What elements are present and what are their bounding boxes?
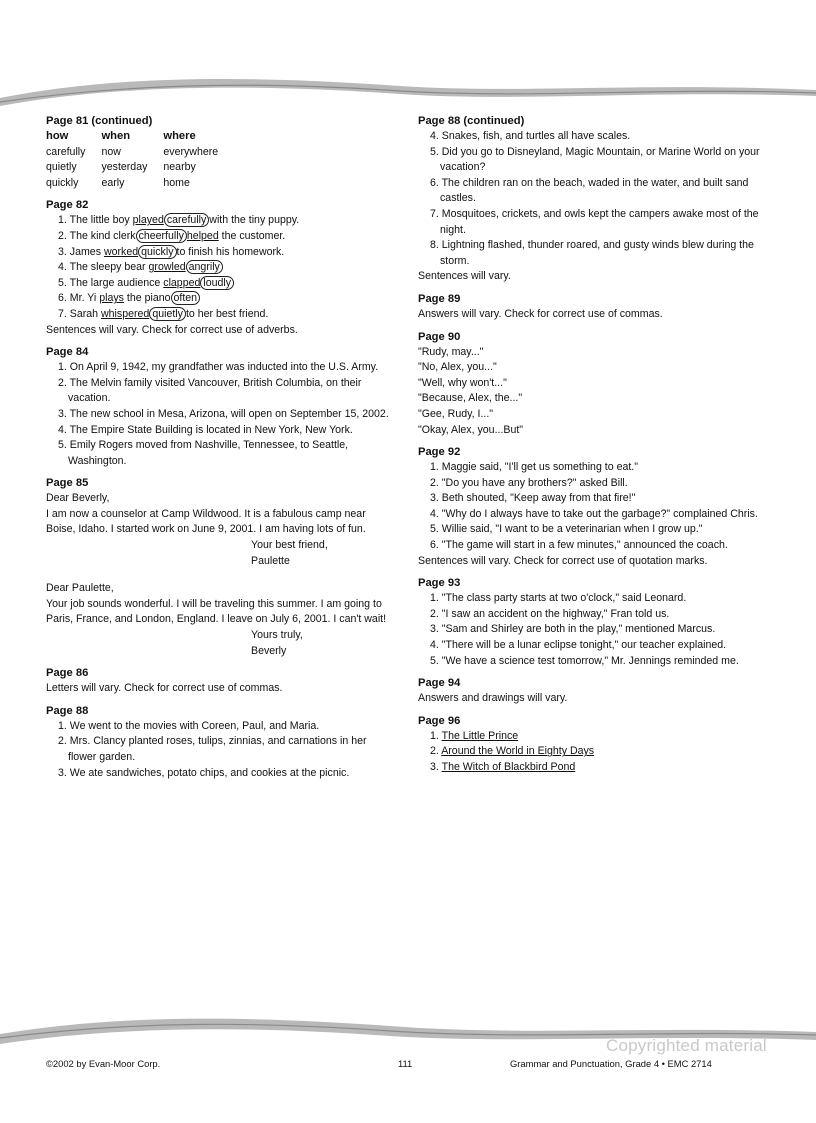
underlined-verb: growled [148,261,186,274]
section-page-82 [46,197,391,338]
section-heading: Page 88 [46,704,89,717]
table-cell: yesterday [101,161,148,174]
list-item: 5. Emily Rogers moved from Nashville, Tennessee, to Seattle, Washington. [58,439,349,467]
list-item: 4. "There will be a lunar eclipse tonight," our teacher explained. [430,639,727,652]
section-heading: Page 88 (continued) [418,115,525,127]
section-page-93 [418,575,774,669]
section-page-84 [46,344,391,469]
section-heading: Page 93 [418,577,461,590]
underlined-verb: plays [99,292,124,305]
table-cell: home [163,176,190,189]
table-cell: everywhere [163,145,219,158]
underlined-verb: whispered [101,307,150,320]
list-item: 5. The large audience clapped loudly [46,276,391,292]
list-item: 7. Mosquitoes, crickets, and owls kept the campers awake most of the night. [430,207,759,236]
section-page-90 [418,329,774,439]
list-item: "Gee, Rudy, I..." [418,407,494,420]
section-page-85 [46,475,391,659]
section-note: Answers and drawings will vary. [418,692,568,705]
list-item: 1. "The class party starts at two o'clock," said Leonard. [430,592,687,605]
list-item: 1. Maggie said, "I'll get us something to eat." [430,461,638,474]
list-item: "Well, why won't..." [418,376,507,389]
section-heading: Page 84 [46,346,89,359]
list-item: 3. The Witch of Blackbird Pond [430,761,576,773]
letter-closing: Yours truly, [251,629,303,642]
footer-book-info: Grammar and Punctuation, Grade 4 • EMC 2714 [510,1058,712,1069]
list-item: 1. On April 9, 1942, my grandfather was inducted into the U.S. Army. [58,361,379,374]
section-heading: Page 94 [418,677,461,690]
footer-page-number: 111 [398,1058,413,1069]
circled-adverb: quickly [138,245,176,259]
list-item: 5. Did you go to Disneyland, Magic Mountain, or Marine World on your vacation? [430,145,760,174]
list-item: 6. Mr. Yi plays the piano often [46,291,391,307]
letter-closing: Your best friend, [251,539,328,552]
section-heading: Page 89 [418,292,461,305]
list-item: "Okay, Alex, you...But" [418,423,524,436]
underlined-verb: helped [186,229,219,242]
section-heading: Page 85 [46,477,89,490]
table-cell: quickly [46,176,79,189]
list-item: 4. "Why do I always have to take out the garbage?" complained Chris. [430,507,758,520]
section-page-81 [46,113,391,191]
section-heading: Page 90 [418,330,461,343]
list-item: 8. Lightning flashed, thunder roared, and gusty winds blew during the storm. [430,239,754,267]
section-heading: Page 92 [418,446,461,459]
section-note: Answers will vary. Check for correct use of commas. [418,307,663,320]
column-header: when [101,130,131,142]
book-title: The Witch of Blackbird Pond [441,761,576,773]
list-item: 2. Around the World in Eighty Days [430,745,595,758]
letter-body: Your job sounds wonderful. I will be traveling this summer. I am going to Paris, France, and London, England. I leave on July 6, 2001. I can't wait! [46,597,387,626]
list-item: "Because, Alex, the..." [418,392,523,405]
section-note: Sentences will vary. [418,270,511,283]
table-cell: nearby [163,161,196,174]
table-cell: carefully [46,145,86,158]
column-header: where [163,130,196,142]
right-column [418,110,774,782]
circled-adverb: cheerfully [136,229,187,243]
book-title: The Little Prince [441,729,519,742]
table-cell: now [101,145,121,158]
list-item: 3. We ate sandwiches, potato chips, and cookies at the picnic. [58,766,350,779]
section-page-96 [418,713,774,776]
list-item: 6. The children ran on the beach, waded in the water, and built sand castles. [430,176,749,205]
letter-greeting: Dear Paulette, [46,582,114,595]
list-item: 2. "I saw an accident on the highway," Fran told us. [430,607,670,620]
table-row [46,145,234,161]
list-item: 1. We went to the movies with Coreen, Paul, and Maria. [58,719,320,732]
circled-adverb: angrily [186,260,223,274]
table-row [46,176,234,192]
underlined-verb: worked [103,245,139,258]
watermark: Copyrighted material [606,1036,767,1055]
list-item: 5. "We have a science test tomorrow," Mr. Jennings reminded me. [430,654,739,667]
adverb-table [46,129,234,191]
list-item: 1. The Little Prince [430,729,519,742]
list-item: 3. James worked quickly to finish his homework. [58,245,285,258]
section-note: Sentences will vary. Check for correct use of adverbs. [46,323,298,336]
column-header: how [46,130,69,142]
book-title: Around the World in Eighty Days [441,745,595,758]
list-item: 2. The Melvin family visited Vancouver, British Columbia, on their vacation. [58,376,362,405]
table-cell: quietly [46,161,77,174]
list-item: 3. Beth shouted, "Keep away from that fire!" [430,492,636,505]
list-item: 4. Snakes, fish, and turtles all have scales. [430,130,631,142]
underlined-verb: clapped [163,276,201,289]
section-page-94 [418,675,774,707]
circled-adverb: loudly [200,276,234,290]
letter-signature: Paulette [251,554,290,567]
adverb-table-header [46,129,234,145]
letter-greeting: Dear Beverly, [46,492,110,505]
table-row [46,160,234,176]
section-heading: Page 81 (continued) [46,115,153,127]
letter-signature: Beverly [251,644,287,657]
list-item: 4. The Empire State Building is located in New York, New York. [58,423,353,436]
circled-adverb: often [171,291,201,305]
letter-body: I am now a counselor at Camp Wildwood. It is a fabulous camp near Boise, Idaho. I started work on June 9, 2001. I am having lots of fun. [46,507,366,536]
section-page-86 [46,665,391,697]
list-item: 2. The kind clerk cheerfully helped the customer. [58,229,286,242]
footer-copyright: ©2002 by Evan-Moor Corp. [46,1058,161,1069]
top-wave-border [0,62,816,110]
list-item: 6. "The game will start in a few minutes," announced the coach. [430,539,728,552]
circled-adverb: carefully [164,213,209,227]
section-page-88 [46,703,391,781]
section-note: Sentences will vary. Check for correct use of quotation marks. [418,554,708,567]
section-page-92 [418,444,774,569]
list-item: "Rudy, may..." [418,345,484,358]
underlined-verb: played [132,214,164,227]
list-item: 5. Willie said, "I want to be a veterinarian when I grow up." [430,523,703,536]
list-item: "No, Alex, you..." [418,361,497,374]
list-item: 2. Mrs. Clancy planted roses, tulips, zinnias, and carnations in her flower garden. [58,735,367,763]
section-page-88-continued [418,113,774,285]
table-cell: early [101,176,125,189]
list-item: 3. The new school in Mesa, Arizona, will open on September 15, 2002. [58,407,389,420]
circled-adverb: quietly [149,307,186,321]
section-note: Letters will vary. Check for correct use of commas. [46,682,283,695]
list-item: 7. Sarah whispered quietly to her best friend. [58,307,269,320]
section-heading: Page 82 [46,199,89,212]
section-heading: Page 86 [46,667,89,680]
list-item: 2. "Do you have any brothers?" asked Bill. [430,476,628,489]
list-item: 3. "Sam and Shirley are both in the play," mentioned Marcus. [430,623,716,636]
list-item: 1. The little boy played carefully with the tiny puppy. [58,214,300,227]
left-column [46,110,391,787]
section-page-89 [418,291,774,323]
list-item: 4. The sleepy bear growled angrily [46,260,391,276]
section-heading: Page 96 [418,714,461,727]
